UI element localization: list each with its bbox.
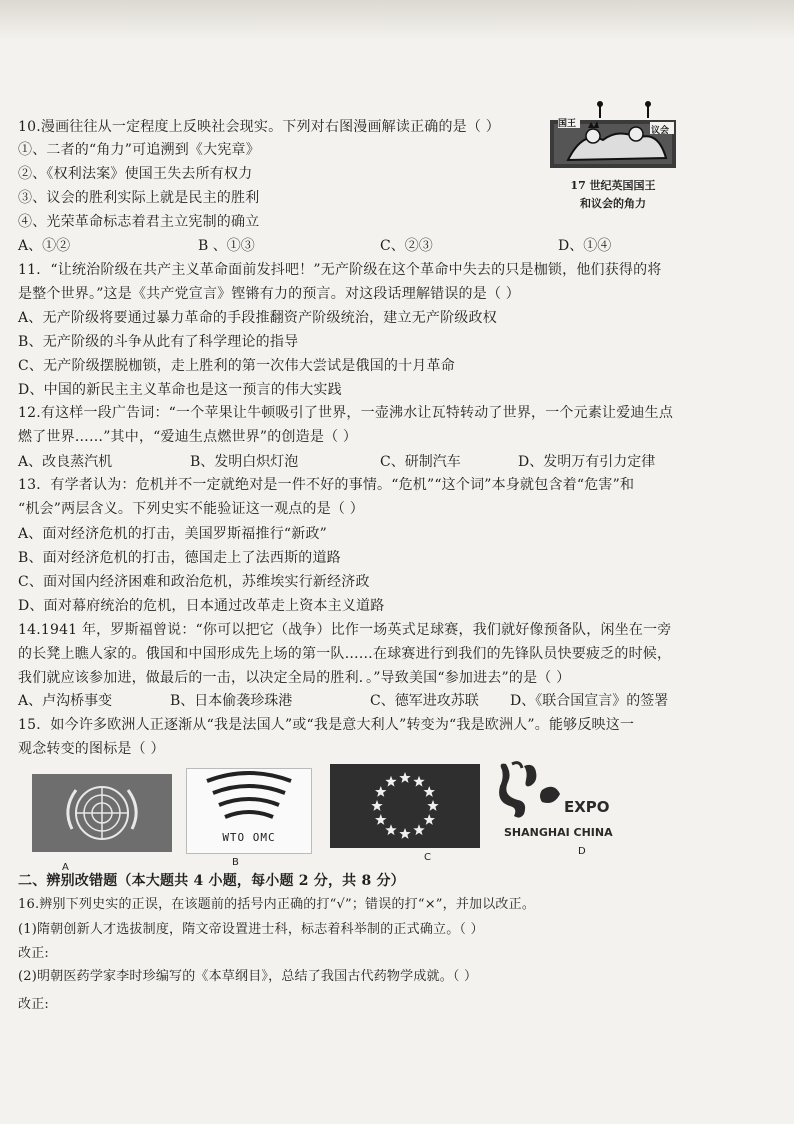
cartoon-label-king: 国王 xyxy=(558,119,577,129)
eu-star xyxy=(399,828,410,839)
q14-option-c[interactable]: C、德军进攻苏联 xyxy=(370,693,479,709)
q16-item-1: (1)隋朝创新人才选拔制度，隋文帝设置进士科，标志着科举制的正式确立。（ ） xyxy=(18,922,484,937)
king-parliament-cartoon xyxy=(548,100,678,212)
scan-shadow xyxy=(0,0,794,40)
q10-option-c[interactable]: C、②③ xyxy=(380,238,433,254)
q14-stem-line-2: 的长凳上瞧人家的。俄国和中国形成先上场的第一队……在球赛进行到我们的先锋队员快要疲乏的时候， xyxy=(18,646,672,662)
q13-option-d[interactable]: D、面对幕府统治的危机，日本通过改革走上资本主义道路 xyxy=(18,598,385,614)
q12-option-c[interactable]: C、研制汽车 xyxy=(380,454,461,470)
q16-item-2: (2)明朝医药学家李时珍编写的《本草纲目》，总结了我国古代药物学成就。（ ） xyxy=(18,969,478,984)
q13-stem-line-2: “机会”两层含义。下列史实不能验证这一观点的是（ ） xyxy=(18,501,364,517)
q12-option-d[interactable]: D、发明万有引力定律 xyxy=(518,454,656,470)
q10-item-3: ③、议会的胜利实际上就是民主的胜利 xyxy=(18,190,260,206)
q14-option-a[interactable]: A、卢沟桥事变 xyxy=(18,693,113,709)
logo-option-c[interactable] xyxy=(330,764,480,848)
cartoon-label-parliament: 议会 xyxy=(651,126,670,136)
q14-option-d[interactable]: D、《联合国宣言》的签署 xyxy=(510,693,669,709)
un-emblem-icon xyxy=(32,774,172,852)
q15-stem-line-2: 观念转变的图标是（ ） xyxy=(18,741,165,757)
eu-star xyxy=(399,772,410,783)
logo-letter-d: D xyxy=(578,846,586,857)
expo-logo-text: EXPO xyxy=(564,798,610,816)
q12-option-a[interactable]: A、改良蒸汽机 xyxy=(18,454,113,470)
logo-option-a[interactable] xyxy=(32,774,172,852)
section2-title: 二、辨别改错题（本大题共 4 小题，每小题 2 分，共 8 分） xyxy=(18,873,405,889)
q10-stem: 10.漫画往往从一定程度上反映社会现实。下列对右图漫画解读正确的是（ ） xyxy=(18,119,500,135)
q11-option-d[interactable]: D、中国的新民主主义革命也是这一预言的伟大实践 xyxy=(18,382,342,398)
q10-item-2: ②、《权利法案》使国王失去所有权力 xyxy=(18,166,253,182)
q10-option-d[interactable]: D、①④ xyxy=(558,238,612,254)
q10-item-4: ④、光荣革命标志着君主立宪制的确立 xyxy=(18,214,260,230)
eu-star xyxy=(375,786,387,797)
q11-stem-line-2: 是整个世界。”这是《共产党宣言》铿锵有力的预言。对这段话理解错误的是（ ） xyxy=(18,286,521,302)
q16-fix-1[interactable]: 改正: xyxy=(18,946,49,961)
eu-star xyxy=(427,800,438,811)
eu-star xyxy=(413,824,424,835)
q14-stem-line-3: 我们就应该参加进，做最后的一击，以决定全局的胜利．。”导致美国“参加进去”的是（ ） xyxy=(18,670,571,686)
eu-star xyxy=(385,776,396,787)
q11-option-a[interactable]: A、无产阶级将要通过暴力革命的手段推翻资产阶级统治，建立无产阶级政权 xyxy=(18,310,497,326)
logo-option-d[interactable] xyxy=(494,760,644,850)
q13-option-a[interactable]: A、面对经济危机的打击，美国罗斯福推行“新政” xyxy=(18,526,328,542)
eu-star xyxy=(424,786,436,797)
wto-logo-text: WTO OMC xyxy=(222,831,276,844)
q16-fix-2[interactable]: 改正: xyxy=(18,997,49,1012)
q11-option-b[interactable]: B、无产阶级的斗争从此有了科学理论的指导 xyxy=(18,334,299,350)
eu-flag-icon xyxy=(330,764,480,848)
logo-letter-c: C xyxy=(424,852,431,863)
q13-option-b[interactable]: B、面对经济危机的打击，德国走上了法西斯的道路 xyxy=(18,550,341,566)
cartoon-caption-line-1: 17 世纪英国国王 xyxy=(570,179,656,192)
wto-logo-icon xyxy=(187,769,311,829)
q15-stem-line-1: 15．如今许多欧洲人正逐渐从“我是法国人”或“我是意大利人”转变为“我是欧洲人”。能够反映这一 xyxy=(18,717,635,733)
logo-letter-b: B xyxy=(232,857,239,868)
eu-star xyxy=(385,824,396,835)
cartoon-caption-line-2: 和议会的角力 xyxy=(580,197,646,210)
expo-logo-city: SHANGHAI CHINA xyxy=(504,826,613,839)
q13-option-c[interactable]: C、面对国内经济困难和政治危机，苏维埃实行新经济政 xyxy=(18,574,370,590)
q11-option-c[interactable]: C、无产阶级摆脱枷锁，走上胜利的第一次伟大尝试是俄国的十月革命 xyxy=(18,358,455,374)
q13-stem-line-1: 13．有学者认为：危机并不一定就绝对是一件不好的事情。“危机”“这个词”本身就包含着“危害”和 xyxy=(18,477,635,493)
cartoon-drawing-icon xyxy=(548,100,678,172)
q12-option-b[interactable]: B、发明白炽灯泡 xyxy=(190,454,299,470)
eu-star xyxy=(424,814,436,825)
logo-option-b[interactable] xyxy=(186,768,312,854)
q10-option-a[interactable]: A、①② xyxy=(18,238,71,254)
q16-stem: 16.辨别下列史实的正误，在该题前的括号内正确的打“√”；错误的打“×”，并加以改正。 xyxy=(18,897,536,912)
logo-letter-a: A xyxy=(62,862,69,873)
eu-star xyxy=(371,800,382,811)
eu-star xyxy=(413,776,424,787)
q12-stem-line-1: 12.有这样一段广告词：“一个苹果让牛顿吸引了世界，一壶沸水让瓦特转动了世界，一个元素让爱迪生点 xyxy=(18,405,674,421)
q12-stem-line-2: 燃了世界……”其中，“爱迪生点燃世界”的创造是（ ） xyxy=(18,429,358,445)
eu-star xyxy=(375,814,387,825)
q10-item-1: ①、二者的“角力”可追溯到《大宪章》 xyxy=(18,142,260,158)
q11-stem-line-1: 11．“让统治阶级在共产主义革命面前发抖吧！”无产阶级在这个革命中失去的只是枷锁，他们获得的将 xyxy=(18,262,662,278)
q10-option-b[interactable]: B 、①③ xyxy=(198,238,255,254)
q14-option-b[interactable]: B、日本偷袭珍珠港 xyxy=(170,693,293,709)
q14-stem-line-1: 14.1941 年，罗斯福曾说：“你可以把它（战争）比作一场英式足球赛，我们就好像预备队，闲坐在一旁 xyxy=(18,622,672,638)
